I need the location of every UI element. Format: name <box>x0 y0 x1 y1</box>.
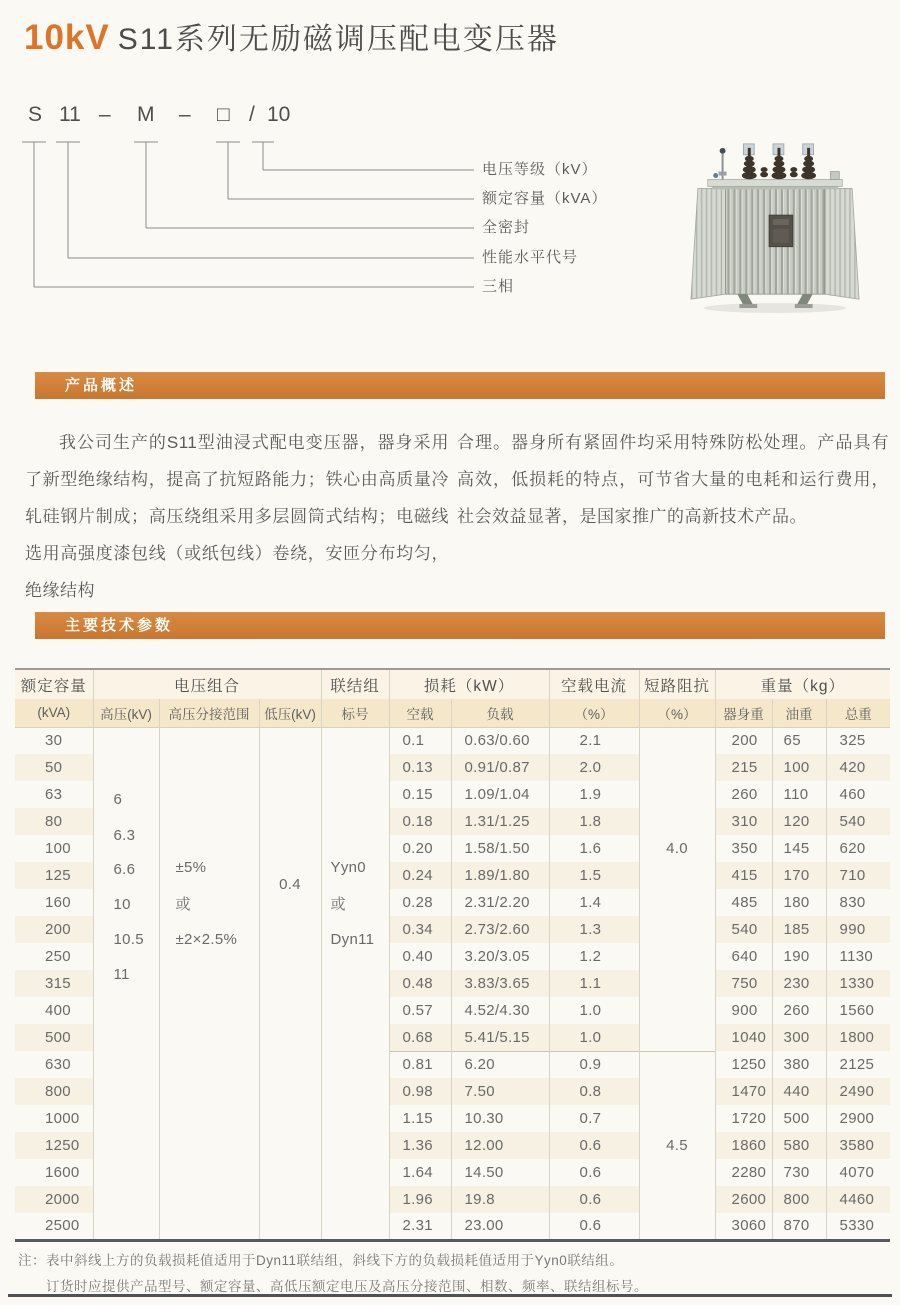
current-cell: 0.6 <box>549 1132 639 1159</box>
load-cell: 3.20/3.05 <box>451 943 549 970</box>
tap-range-merged-cell <box>159 727 259 1240</box>
current-cell: 0.7 <box>549 1105 639 1132</box>
load-cell: 1.58/1.50 <box>451 835 549 862</box>
oil-weight-cell: 580 <box>772 1132 826 1159</box>
current-cell: 1.5 <box>549 862 639 889</box>
header-no-load: 空载 <box>389 699 451 727</box>
total-weight-cell: 990 <box>839 921 866 938</box>
total-weight-cell: 460 <box>839 786 866 803</box>
current-cell: 1.4 <box>549 889 639 916</box>
body-weight-cell: 3060 <box>715 1213 772 1240</box>
body-weight-cell: 310 <box>715 808 772 835</box>
current-cell: 1.0 <box>549 1024 639 1051</box>
capacity-cell: 500 <box>15 1024 93 1051</box>
load-cell: 0.63/0.60 <box>451 727 549 754</box>
current-cell: 1.1 <box>549 970 639 997</box>
body-weight-cell: 2280 <box>715 1159 772 1186</box>
model-code-part: / <box>249 103 255 126</box>
load-cell: 4.52/4.30 <box>451 997 549 1024</box>
diagram-label-three-phase: 三相 <box>482 278 515 295</box>
load-cell: 0.91/0.87 <box>451 754 549 781</box>
header-current-unit: （%） <box>549 699 639 727</box>
current-cell: 2.1 <box>549 727 639 754</box>
current-cell: 1.6 <box>549 835 639 862</box>
header-lv: 低压(kV) <box>259 699 321 727</box>
header-weight: 重量（kg） <box>760 677 845 695</box>
overview-paragraph-left: 我公司生产的S11型油浸式配电变压器，器身采用了新型绝缘结构，提高了抗短路能力；铁心由高质量冷轧硅钢片制成；高压绕组采用多层圆筒式结构；电磁线选用高强度漆包线（或纸包线）卷绕，安匝分布均匀，绝缘结构 <box>25 433 449 600</box>
body-weight-cell: 540 <box>715 916 772 943</box>
body-weight-cell: 260 <box>715 781 772 808</box>
no-load-cell: 0.1 <box>389 727 451 754</box>
tap-range-value: 或 <box>175 895 191 913</box>
oil-weight-cell: 800 <box>772 1186 826 1213</box>
model-code-part: – <box>99 103 111 126</box>
current-cell: 1.3 <box>549 916 639 943</box>
header-total-weight: 总重 <box>826 699 890 727</box>
total-weight-cell: 1330 <box>839 975 875 992</box>
header-hv: 高压(kV) <box>93 699 159 727</box>
oil-weight-cell: 500 <box>772 1105 826 1132</box>
current-cell: 0.6 <box>549 1159 639 1186</box>
current-cell: 1.9 <box>549 781 639 808</box>
load-cell: 23.00 <box>451 1213 549 1240</box>
technical-parameters-table <box>15 668 890 1242</box>
table-header-row-2 <box>15 699 890 727</box>
header-capacity: 额定容量 <box>15 669 93 699</box>
current-cell: 2.0 <box>549 754 639 781</box>
diagram-label-performance-code: 性能水平代号 <box>482 249 579 266</box>
body-weight-cell: 200 <box>715 727 772 754</box>
impedance-merged-cell-b: 4.5 <box>639 1051 715 1240</box>
body-weight-cell: 900 <box>715 997 772 1024</box>
header-body-weight: 器身重 <box>715 699 772 727</box>
load-cell: 5.41/5.15 <box>451 1024 549 1051</box>
vector-group-value: Dyn11 <box>330 930 375 948</box>
no-load-cell: 1.64 <box>389 1159 451 1186</box>
current-cell: 1.2 <box>549 943 639 970</box>
header-no-load-current: 空载电流 <box>549 669 639 699</box>
title-accent: 10kV <box>24 18 110 57</box>
current-cell: 1.0 <box>549 997 639 1024</box>
total-weight-cell: 1800 <box>839 1029 875 1046</box>
no-load-cell: 0.68 <box>389 1024 451 1051</box>
note-line-2: 订货时应提供产品型号、额定容量、高低压额定电压及高压分接范围、相数、频率、联结组标号。 <box>46 1279 648 1294</box>
no-load-cell: 0.24 <box>389 862 451 889</box>
impedance-value: 4.0 <box>666 839 688 857</box>
oil-weight-cell: 180 <box>772 889 826 916</box>
body-weight-cell: 1860 <box>715 1132 772 1159</box>
oil-weight-cell: 230 <box>772 970 826 997</box>
table-header-row-1 <box>15 669 890 699</box>
note-line-1: 表中斜线上方的负载损耗值适用于Dyn11联结组，斜线下方的负载损耗值适用于Yyn0联结组。 <box>46 1253 624 1268</box>
capacity-cell: 1250 <box>15 1132 93 1159</box>
total-weight-cell: 540 <box>839 813 866 830</box>
capacity-cell: 2000 <box>15 1186 93 1213</box>
lv-value: 0.4 <box>279 875 301 893</box>
body-weight-cell: 1040 <box>715 1024 772 1051</box>
oil-weight-cell: 190 <box>772 943 826 970</box>
oil-weight-cell: 440 <box>772 1078 826 1105</box>
no-load-cell: 0.18 <box>389 808 451 835</box>
header-oil-weight: 油重 <box>772 699 826 727</box>
no-load-cell: 0.13 <box>389 754 451 781</box>
total-weight-cell: 1560 <box>839 1002 875 1019</box>
body-weight-cell: 350 <box>715 835 772 862</box>
model-code-part: □ <box>217 103 230 126</box>
page-title <box>24 14 559 58</box>
current-cell: 0.8 <box>549 1078 639 1105</box>
header-tap-range: 高压分接范围 <box>159 699 259 727</box>
oil-weight-cell: 260 <box>772 997 826 1024</box>
total-weight-cell: 710 <box>839 867 866 884</box>
lv-merged-cell <box>259 727 321 1240</box>
no-load-cell: 1.36 <box>389 1132 451 1159</box>
capacity-cell: 250 <box>15 943 93 970</box>
load-cell: 19.8 <box>451 1186 549 1213</box>
load-cell: 12.00 <box>451 1132 549 1159</box>
capacity-cell: 100 <box>15 835 93 862</box>
body-weight-cell: 1720 <box>715 1105 772 1132</box>
vector-group-value: Yyn0 <box>330 858 366 876</box>
total-weight-cell: 4460 <box>839 1191 875 1208</box>
body-weight-cell: 640 <box>715 943 772 970</box>
total-weight-cell: 830 <box>839 894 866 911</box>
no-load-cell: 1.96 <box>389 1186 451 1213</box>
no-load-cell: 0.40 <box>389 943 451 970</box>
table-row <box>15 727 890 754</box>
oil-weight-cell: 870 <box>772 1213 826 1240</box>
load-cell: 14.50 <box>451 1159 549 1186</box>
hv-value: 6.6 <box>113 860 136 878</box>
total-weight-cell: 4070 <box>839 1164 875 1181</box>
load-cell: 1.31/1.25 <box>451 808 549 835</box>
no-load-cell: 0.81 <box>389 1051 451 1078</box>
transformer-photo <box>686 128 864 316</box>
capacity-cell: 63 <box>15 781 93 808</box>
section-banner-parameters: 主要技术参数 <box>35 612 885 639</box>
total-weight-cell: 2900 <box>839 1110 875 1127</box>
overview-paragraph-right: 合理。器身所有紧固件均采用特殊防松处理。产品具有高效，低损耗的特点，可节省大量的电耗和运行费用，社会效益显著，是国家推广的高新技术产品。 <box>457 433 889 526</box>
current-cell: 0.9 <box>549 1051 639 1078</box>
capacity-cell: 400 <box>15 997 93 1024</box>
oil-weight-cell: 380 <box>772 1051 826 1078</box>
capacity-cell: 630 <box>15 1051 93 1078</box>
hv-value: 10.5 <box>113 930 144 948</box>
capacity-cell: 1600 <box>15 1159 93 1186</box>
impedance-merged-cell-a <box>639 727 715 1051</box>
load-cell: 2.31/2.20 <box>451 889 549 916</box>
bottom-rule <box>8 1294 892 1297</box>
section-banner-overview: 产品概述 <box>35 372 885 399</box>
model-code-part: S <box>28 103 43 126</box>
no-load-cell: 2.31 <box>389 1213 451 1240</box>
hv-value: 6 <box>113 790 123 808</box>
total-weight-cell: 2490 <box>839 1083 875 1100</box>
header-capacity-unit: (kVA) <box>15 699 93 727</box>
body-weight-cell: 2600 <box>715 1186 772 1213</box>
capacity-cell: 315 <box>15 970 93 997</box>
body-weight-cell: 485 <box>715 889 772 916</box>
total-weight-cell: 620 <box>839 840 866 857</box>
diagram-label-voltage-class: 电压等级（kV） <box>482 161 598 178</box>
capacity-cell: 2500 <box>15 1213 93 1240</box>
no-load-cell: 0.98 <box>389 1078 451 1105</box>
oil-weight-cell: 730 <box>772 1159 826 1186</box>
note-label: 注： <box>18 1253 46 1268</box>
hv-value: 11 <box>113 965 130 983</box>
no-load-cell: 0.57 <box>389 997 451 1024</box>
header-loss: 损耗（kW） <box>389 669 549 699</box>
oil-weight-cell: 120 <box>772 808 826 835</box>
capacity-cell: 125 <box>15 862 93 889</box>
no-load-cell: 0.20 <box>389 835 451 862</box>
body-weight-cell: 215 <box>715 754 772 781</box>
vector-group-merged-cell <box>321 727 389 1240</box>
no-load-cell: 0.48 <box>389 970 451 997</box>
tap-range-value: ±2×2.5% <box>175 930 238 948</box>
current-cell: 0.6 <box>549 1186 639 1213</box>
hv-merged-cell <box>93 727 159 1240</box>
model-diagram-lines <box>0 95 660 335</box>
no-load-cell: 0.28 <box>389 889 451 916</box>
capacity-cell: 800 <box>15 1078 93 1105</box>
load-cell: 10.30 <box>451 1105 549 1132</box>
capacity-cell: 1000 <box>15 1105 93 1132</box>
title-text: S11系列无励磁调压配电变压器 <box>117 23 559 56</box>
load-cell: 7.50 <box>451 1078 549 1105</box>
header-group-label: 标号 <box>321 699 389 727</box>
load-cell: 6.20 <box>451 1051 549 1078</box>
vector-group-value: 或 <box>330 895 346 913</box>
diagram-label-rated-capacity: 额定容量（kVA） <box>482 190 608 207</box>
no-load-cell: 0.15 <box>389 781 451 808</box>
model-code-part: 10 <box>267 103 291 126</box>
capacity-cell: 80 <box>15 808 93 835</box>
header-voltage-combo: 电压组合 <box>93 669 321 699</box>
body-weight-cell: 1250 <box>715 1051 772 1078</box>
note-lines <box>46 1248 648 1300</box>
model-code-part: M <box>137 103 155 126</box>
body-weight-cell: 750 <box>715 970 772 997</box>
load-cell: 1.09/1.04 <box>451 781 549 808</box>
total-weight-cell: 1130 <box>839 948 874 965</box>
body-weight-cell: 415 <box>715 862 772 889</box>
total-weight-cell: 5330 <box>839 1217 875 1235</box>
no-load-cell: 1.15 <box>389 1105 451 1132</box>
oil-weight-cell: 170 <box>772 862 826 889</box>
header-load: 负载 <box>451 699 549 727</box>
load-cell: 2.73/2.60 <box>451 916 549 943</box>
oil-weight-cell: 65 <box>772 727 826 754</box>
model-code-part: 11 <box>59 103 81 126</box>
capacity-cell: 30 <box>15 727 93 754</box>
body-weight-cell: 1470 <box>715 1078 772 1105</box>
oil-weight-cell: 300 <box>772 1024 826 1051</box>
total-weight-cell: 325 <box>839 732 866 750</box>
capacity-cell: 50 <box>15 754 93 781</box>
header-impedance-unit: （%） <box>639 699 715 727</box>
oil-weight-cell: 110 <box>772 781 826 808</box>
header-group: 联结组 <box>321 669 389 699</box>
oil-weight-cell: 145 <box>772 835 826 862</box>
diagram-label-sealed: 全密封 <box>482 219 531 236</box>
total-weight-cell: 2125 <box>839 1056 875 1073</box>
tap-range-value: ±5% <box>175 858 207 876</box>
capacity-cell: 160 <box>15 889 93 916</box>
load-cell: 3.83/3.65 <box>451 970 549 997</box>
load-cell: 1.89/1.80 <box>451 862 549 889</box>
oil-weight-cell: 100 <box>772 754 826 781</box>
oil-weight-cell: 185 <box>772 916 826 943</box>
no-load-cell: 0.34 <box>389 916 451 943</box>
current-cell: 1.8 <box>549 808 639 835</box>
total-weight-cell: 420 <box>839 759 866 776</box>
total-weight-cell: 3580 <box>839 1137 875 1154</box>
model-code-part: – <box>179 103 191 126</box>
hv-value: 10 <box>113 895 131 913</box>
header-impedance: 短路阻抗 <box>639 669 715 699</box>
hv-value: 6.3 <box>113 826 136 844</box>
capacity-cell: 200 <box>15 916 93 943</box>
current-cell: 0.6 <box>549 1213 639 1240</box>
footnotes <box>18 1248 648 1300</box>
